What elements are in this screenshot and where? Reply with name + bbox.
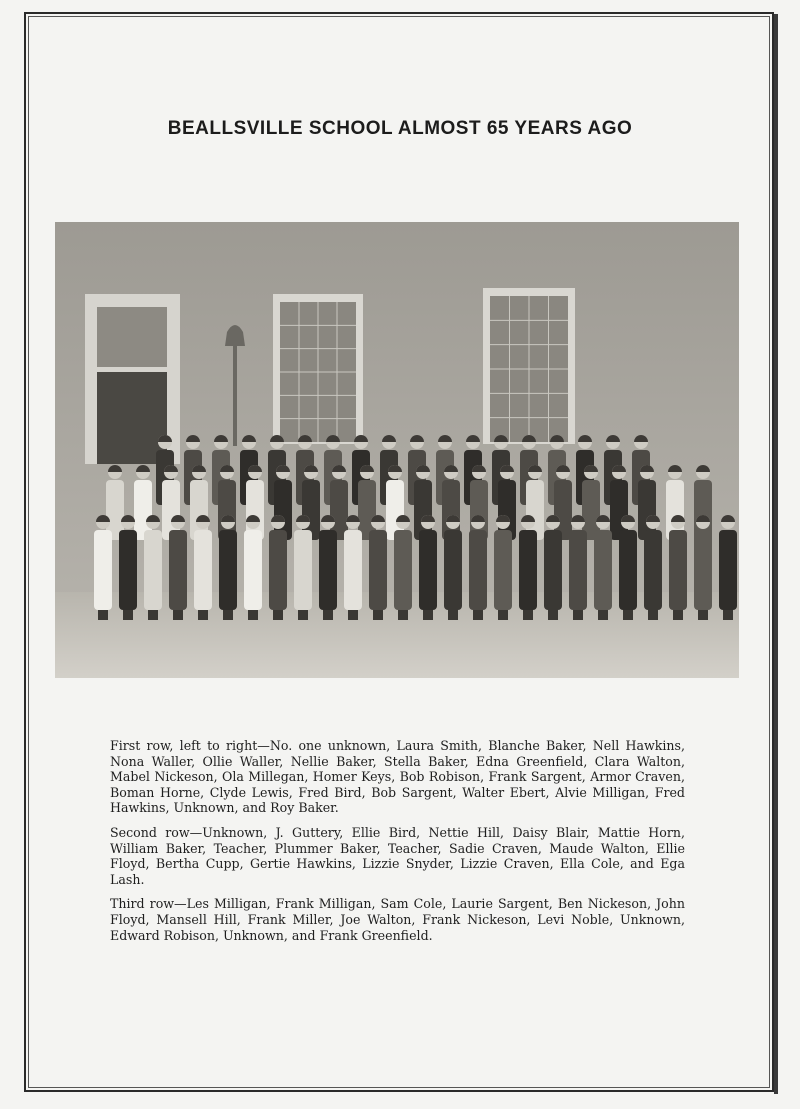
- photograph-illustration: [55, 222, 739, 678]
- legs: [323, 610, 333, 620]
- door: [97, 372, 167, 464]
- page-title: BEALLSVILLE SCHOOL ALMOST 65 YEARS AGO: [167, 118, 633, 139]
- legs: [698, 610, 708, 620]
- page-edge-shadow: [774, 14, 778, 1094]
- legs: [723, 610, 733, 620]
- legs: [173, 610, 183, 620]
- door-transom: [97, 307, 167, 367]
- photo-caption: [110, 738, 685, 952]
- caption-third-row: Third row—Les Milligan, Frank Milligan, Sam Cole, Laurie Sargent, Ben Nickeson, John Floyd, Mansell Hill, Frank Miller, Joe Walton, Frank Nickeson, Levi Noble, Unknown, Edward Robison, Unknown, and Frank Greenfield.: [110, 896, 685, 943]
- legs: [548, 610, 558, 620]
- legs: [198, 610, 208, 620]
- legs: [123, 610, 133, 620]
- legs: [373, 610, 383, 620]
- legs: [648, 610, 658, 620]
- legs: [423, 610, 433, 620]
- legs: [148, 610, 158, 620]
- legs: [498, 610, 508, 620]
- bell-post: [233, 346, 237, 446]
- legs: [223, 610, 233, 620]
- legs: [573, 610, 583, 620]
- legs: [248, 610, 258, 620]
- legs: [98, 610, 108, 620]
- school-group-photograph: [55, 222, 739, 678]
- legs: [348, 610, 358, 620]
- legs: [673, 610, 683, 620]
- legs: [398, 610, 408, 620]
- legs: [523, 610, 533, 620]
- legs: [598, 610, 608, 620]
- legs: [448, 610, 458, 620]
- legs: [298, 610, 308, 620]
- legs: [623, 610, 633, 620]
- legs: [273, 610, 283, 620]
- legs: [473, 610, 483, 620]
- caption-first-row: First row, left to right—No. one unknown, Laura Smith, Blanche Baker, Nell Hawkins, Nona Waller, Ollie Waller, Nellie Baker, Stella Baker, Edna Greenfield, Clara Walton, Mabel Nickeson, Ola Millegan, Homer Keys, Bob Robison, Frank Sargent, Armor Craven, Boman Horne, Clyde Lewis, Fred Bird, Bob Sargent, Walter Ebert, Alvie Milligan, Fred Hawkins, Unknown, and Roy Baker.: [110, 738, 685, 816]
- caption-second-row: Second row—Unknown, J. Guttery, Ellie Bird, Nettie Hill, Daisy Blair, Mattie Horn, William Baker, Teacher, Plummer Baker, Teacher, Sadie Craven, Maude Walton, Ellie Floyd, Bertha Cupp, Gertie Hawkins, Lizzie Snyder, Lizzie Craven, Ella Cole, and Ega Lash.: [110, 824, 685, 887]
